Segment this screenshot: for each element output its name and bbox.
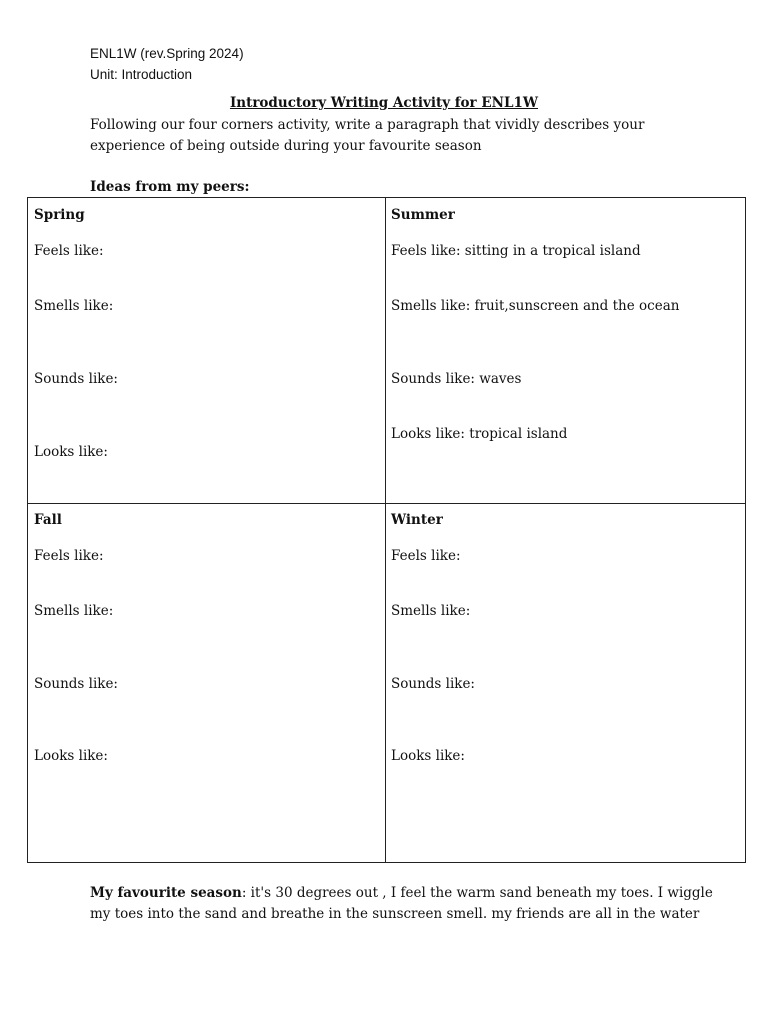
instructions-line-1: Following our four corners activity, write a paragraph that vividly describes your xyxy=(90,117,645,133)
spring-smells: Smells like: xyxy=(34,298,114,314)
fall-heading: Fall xyxy=(34,512,62,528)
summer-smells: Smells like: fruit,sunscreen and the ocean xyxy=(391,298,680,314)
course-code: ENL1W (rev.Spring 2024) xyxy=(90,46,244,61)
winter-looks: Looks like: xyxy=(391,748,465,764)
spring-sounds: Sounds like: xyxy=(34,371,118,387)
spring-looks: Looks like: xyxy=(34,444,108,460)
summer-feels: Feels like: sitting in a tropical island xyxy=(391,243,641,259)
document-title: Introductory Writing Activity for ENL1W xyxy=(229,95,539,111)
table-column-divider xyxy=(385,198,386,862)
seasons-table xyxy=(27,197,746,863)
unit-label: Unit: Introduction xyxy=(90,67,193,82)
instructions-line-2: experience of being outside during your favourite season xyxy=(90,138,482,154)
favourite-season-paragraph xyxy=(90,883,713,925)
spring-heading: Spring xyxy=(34,207,85,223)
peers-heading: Ideas from my peers: xyxy=(90,179,250,195)
instructions xyxy=(90,115,690,157)
favourite-text-1: : it's 30 degrees out , I feel the warm sand beneath my toes. I wiggle xyxy=(241,885,713,901)
table-row-divider xyxy=(28,503,745,504)
fall-looks: Looks like: xyxy=(34,748,108,764)
favourite-season-label: My favourite season xyxy=(90,885,242,901)
spring-feels: Feels like: xyxy=(34,243,104,259)
summer-looks: Looks like: tropical island xyxy=(391,426,568,442)
winter-heading: Winter xyxy=(391,512,443,528)
winter-sounds: Sounds like: xyxy=(391,676,475,692)
winter-smells: Smells like: xyxy=(391,603,471,619)
fall-smells: Smells like: xyxy=(34,603,114,619)
fall-sounds: Sounds like: xyxy=(34,676,118,692)
winter-feels: Feels like: xyxy=(391,548,461,564)
favourite-line-2: my toes into the sand and breathe in the sunscreen smell. my friends are all in the water xyxy=(90,906,700,922)
favourite-line-1 xyxy=(90,883,713,904)
summer-heading: Summer xyxy=(391,207,455,223)
summer-sounds: Sounds like: waves xyxy=(391,371,522,387)
fall-feels: Feels like: xyxy=(34,548,104,564)
